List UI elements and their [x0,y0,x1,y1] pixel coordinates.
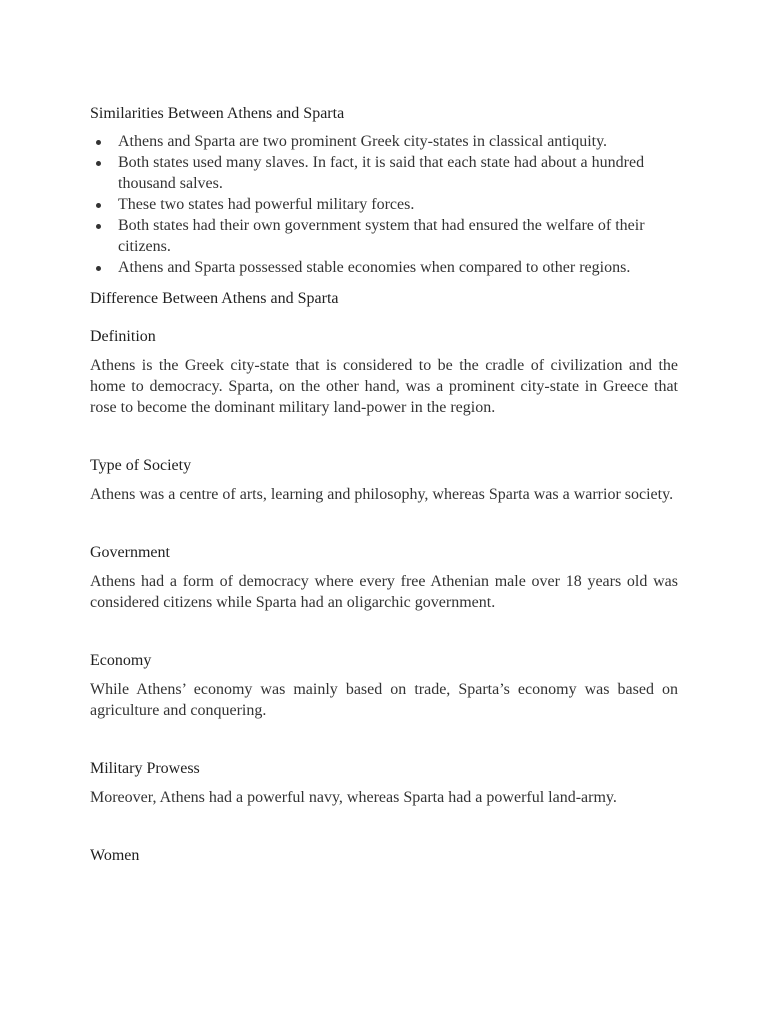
list-item-text: Athens and Sparta possessed stable economies when compared to other regions. [118,259,631,276]
bullet-icon [96,224,101,229]
difference-heading: Difference Between Athens and Sparta [90,290,339,307]
section-text-military-prowess: Moreover, Athens had a powerful navy, whereas Sparta had a powerful land-army. [90,789,617,806]
bullet-icon [96,161,101,166]
list-item [90,131,678,152]
list-item [90,194,678,215]
section-text-definition: Athens is the Greek city-state that is considered to be the cradle of civilization and the home to democracy. Sparta, on the other hand, was a prominent city-state in Greece that rose to become the dominant military land-power in the region. [90,357,678,416]
section-heading-economy: Economy [90,652,152,669]
section-heading-type-of-society: Type of Society [90,457,192,474]
document-page [90,103,678,866]
list-item [90,257,678,278]
bullet-icon [96,266,101,271]
similarities-list [90,131,678,278]
list-item [90,215,678,257]
section-heading-women: Women [90,847,140,864]
section-heading-military-prowess: Military Prowess [90,760,200,777]
bullet-icon [96,140,101,145]
list-item-text: These two states had powerful military forces. [118,196,415,213]
section-text-type-of-society: Athens was a centre of arts, learning and philosophy, whereas Sparta was a warrior society. [90,486,674,503]
section-heading-definition: Definition [90,328,156,345]
bullet-icon [96,203,101,208]
similarities-heading: Similarities Between Athens and Sparta [90,105,345,122]
section-text-government: Athens had a form of democracy where every free Athenian male over 18 years old was considered citizens while Sparta had an oligarchic government. [90,573,678,611]
list-item-text: Both states had their own government system that had ensured the welfare of their citizens. [118,217,645,255]
list-item-text: Athens and Sparta are two prominent Greek city-states in classical antiquity. [118,133,608,150]
section-text-economy: While Athens’ economy was mainly based on trade, Sparta’s economy was based on agriculture and conquering. [90,681,678,719]
list-item-text: Both states used many slaves. In fact, it is said that each state had about a hundred thousand salves. [118,154,645,192]
section-heading-government: Government [90,544,170,561]
list-item [90,152,678,194]
